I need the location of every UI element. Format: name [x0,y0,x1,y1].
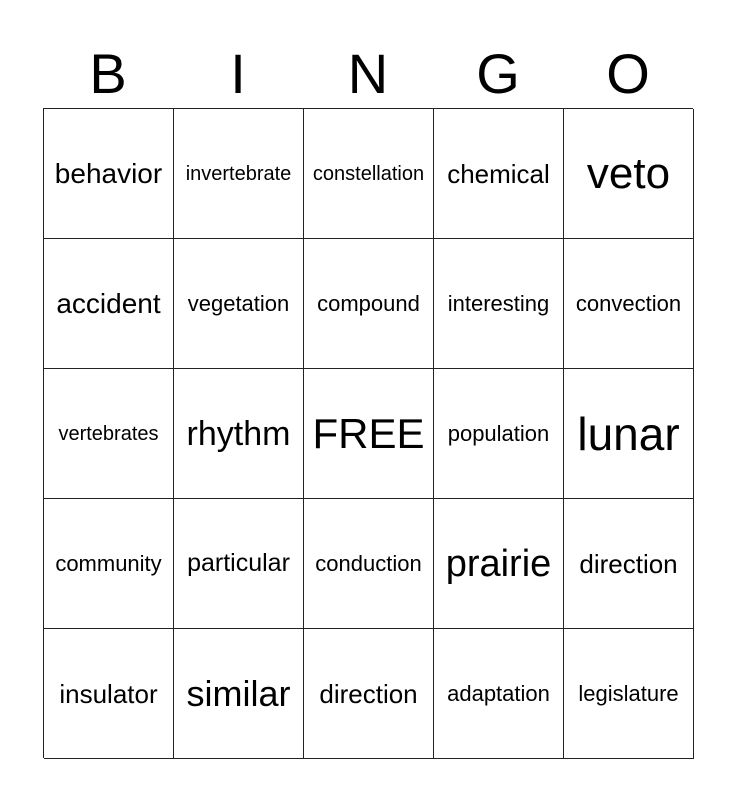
header-letter-b: B [89,42,127,105]
bingo-cell[interactable]: direction [564,499,694,629]
bingo-cell[interactable]: adaptation [434,629,564,759]
bingo-cell[interactable]: community [44,499,174,629]
bingo-cell[interactable]: direction [304,629,434,759]
bingo-cell[interactable]: rhythm [174,369,304,499]
bingo-cell[interactable]: conduction [304,499,434,629]
bingo-cell[interactable]: population [434,369,564,499]
bingo-cell[interactable]: similar [174,629,304,759]
bingo-cell[interactable]: compound [304,239,434,369]
header-letter-o: O [606,42,650,105]
bingo-cell[interactable]: chemical [434,109,564,239]
bingo-cell[interactable]: lunar [564,369,694,499]
bingo-cell[interactable]: convection [564,239,694,369]
header-letter-i: I [230,42,246,105]
bingo-cell[interactable]: legislature [564,629,694,759]
bingo-cell[interactable]: particular [174,499,304,629]
bingo-cell[interactable]: vegetation [174,239,304,369]
bingo-cell[interactable]: interesting [434,239,564,369]
free-space-cell[interactable]: FREE [304,369,434,499]
bingo-cell[interactable]: veto [564,109,694,239]
header-letter-g: G [476,42,520,105]
bingo-grid [43,108,693,758]
bingo-cell[interactable]: prairie [434,499,564,629]
bingo-cell[interactable]: accident [44,239,174,369]
bingo-cell[interactable]: vertebrates [44,369,174,499]
header-letter-n: N [347,42,389,105]
bingo-cell[interactable]: insulator [44,629,174,759]
bingo-header [43,40,693,108]
bingo-cell[interactable]: invertebrate [174,109,304,239]
bingo-cell[interactable]: behavior [44,109,174,239]
bingo-cell[interactable]: constellation [304,109,434,239]
